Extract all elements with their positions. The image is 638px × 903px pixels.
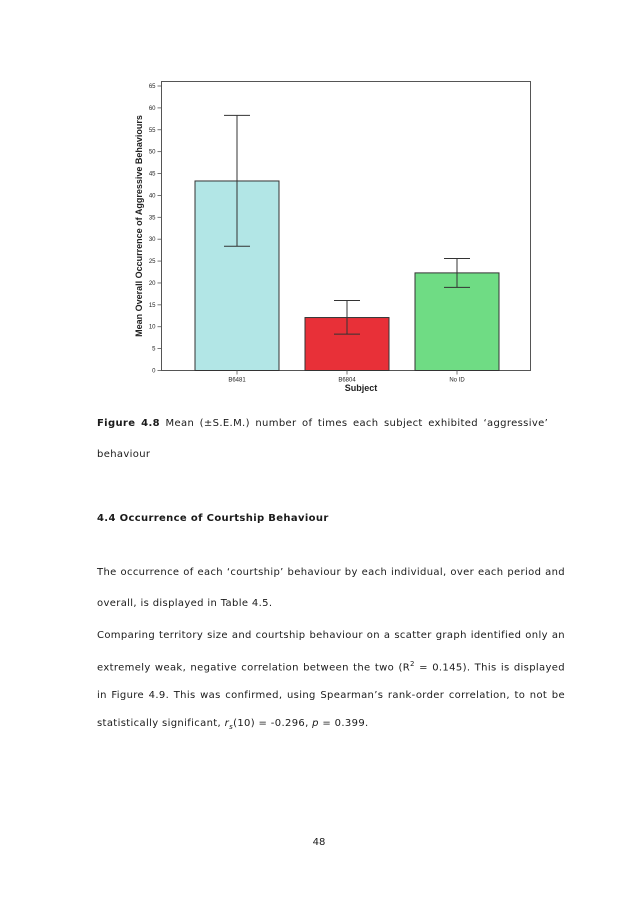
y-tick-label: 40 — [148, 193, 156, 200]
y-tick-label: 60 — [148, 105, 156, 112]
x-tick-label: B6481 — [228, 377, 246, 384]
paragraph-1: The occurrence of each ‘courtship’ behaviour by each individual, over each period and overall, is displayed in Table 4.5. — [97, 567, 565, 609]
y-axis — [149, 84, 162, 375]
y-tick-label: 5 — [152, 346, 156, 353]
bar-chart — [126, 76, 538, 394]
figure-caption-text: Mean (±S.E.M.) number of times each subject exhibited ‘aggressive’ behaviour — [97, 418, 549, 460]
paragraph-2-text-2: = 0.145). This is displayed in Figure 4.9. This was confirmed, using Spearman’s rank-order correlation, to not be statistically significant, — [97, 662, 565, 730]
y-tick-label: 35 — [148, 215, 156, 222]
paragraph-2-text-1: Comparing territory size and courtship behaviour on a scatter graph identified only an extremely weak, negative correlation between the two (R — [97, 630, 565, 674]
y-tick-label: 45 — [148, 171, 156, 178]
y-tick-label: 10 — [148, 324, 156, 331]
x-tick-label: B6804 — [338, 377, 356, 384]
y-tick-label: 65 — [148, 84, 156, 90]
r-squared-superscript: 2 — [410, 660, 415, 668]
y-axis-title: Mean Overall Occurrence of Aggressive Behaviours — [134, 115, 144, 337]
figure-caption — [97, 408, 565, 470]
y-tick-label: 25 — [148, 259, 156, 266]
y-tick-label: 50 — [148, 149, 156, 156]
y-tick-label: 15 — [148, 302, 156, 309]
p-symbol: p — [312, 718, 319, 730]
rs-subscript: s — [229, 723, 234, 732]
y-tick-label: 0 — [152, 368, 156, 375]
x-axis — [228, 371, 465, 384]
y-tick-label: 55 — [148, 127, 156, 134]
paragraph-2-text-3: (10) = -0.296, — [233, 718, 313, 730]
page-number: 48 — [312, 837, 326, 848]
x-axis-title: Subject — [344, 383, 378, 393]
y-tick-label: 20 — [148, 280, 156, 287]
y-tick-label: 30 — [148, 237, 156, 244]
x-tick-label: No ID — [449, 377, 465, 384]
paragraph-2-text-4: = 0.399. — [318, 718, 369, 730]
rs-symbol: r — [224, 718, 230, 730]
paragraph-2 — [97, 622, 565, 741]
section-heading: 4.4 Occurrence of Courtship Behaviour — [97, 513, 329, 524]
figure-label: Figure 4.8 — [97, 418, 160, 429]
